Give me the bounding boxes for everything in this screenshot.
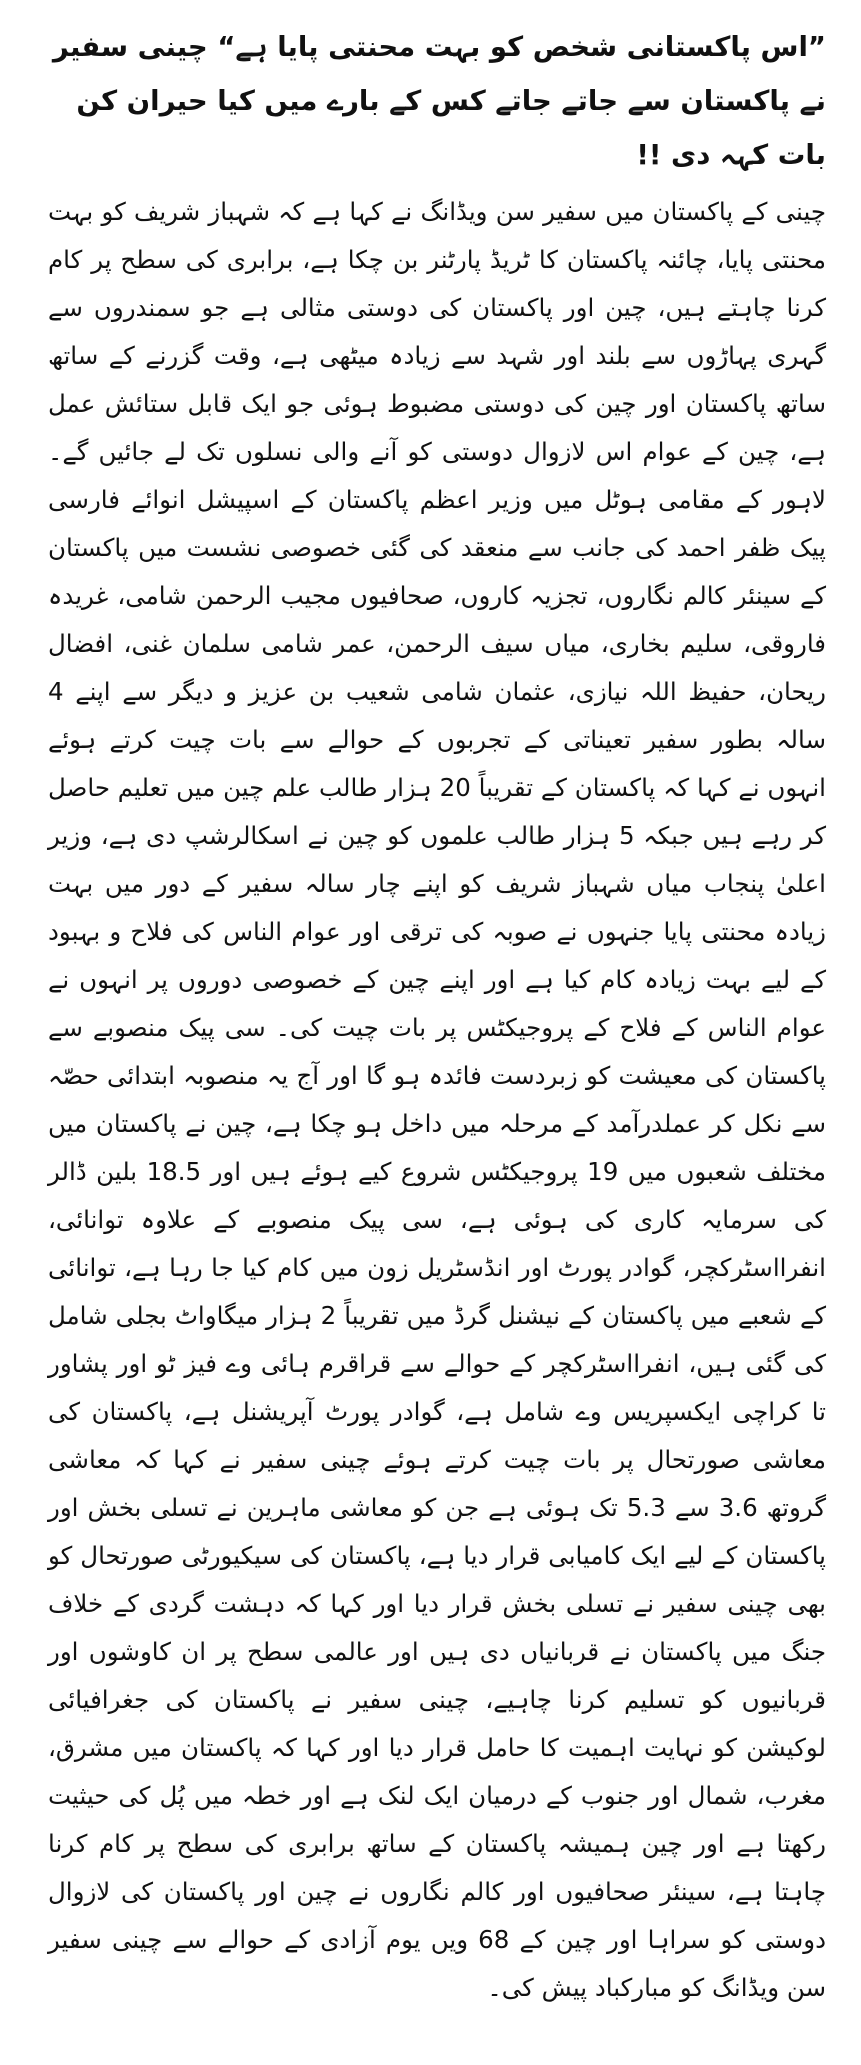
article	[48, 20, 826, 2012]
article-body: چینی کے پاکستان میں سفیر سن ویڈانگ نے کہا ہے کہ شہباز شریف کو بہت محنتی پایا، چائنہ پاکستان کا ٹریڈ پارٹنر بن چکا ہے، برابری کی سطح پر کام کرنا چاہتے ہیں، چین اور پاکستان کی دوستی مثالی ہے جو سمندروں سے گہری پہاڑوں سے بلند اور شہد سے زیادہ میٹھی ہے، وقت گزرنے کے ساتھ ساتھ پاکستان اور چین کی دوستی مضبوط ہوئی جو ایک قابل ستائش عمل ہے، چین کے عوام اس لازوال دوستی کو آنے والی نسلوں تک لے جائیں گے۔ لاہور کے مقامی ہوٹل میں وزیر اعظم پاکستان کے اسپیشل انوائے فارسی پیک ظفر احمد کی جانب سے منعقد کی گئی خصوصی نشست میں پاکستان کے سینئر کالم نگاروں، تجزیہ کاروں، صحافیوں مجیب الرحمن شامی، غریدہ فاروقی، سلیم بخاری، میاں سیف الرحمن، عمر شامی سلمان غنی، افضال ریحان، حفیظ اللہ نیازی، عثمان شامی شعیب بن عزیز و دیگر سے اپنے 4 سالہ بطور سفیر تعیناتی کے تجربوں کے حوالے سے بات چیت کرتے ہوئے انہوں نے کہا کہ پاکستان کے تقریباً 20 ہزار طالب علم چین میں تعلیم حاصل کر رہے ہیں جبکہ 5 ہزار طالب علموں کو چین نے اسکالرشپ دی ہے، وزیر اعلیٰ پنجاب میاں شہباز شریف کو اپنے چار سالہ سفیر کے دور میں بہت زیادہ محنتی پایا جنہوں نے صوبہ کی ترقی اور عوام الناس کی فلاح و بہبود کے لیے بہت زیادہ کام کیا ہے اور اپنے چین کے خصوصی دوروں پر انہوں نے عوام الناس کے فلاح کے پروجیکٹس پر بات چیت کی۔ سی پیک منصوبے سے پاکستان کی معیشت کو زبردست فائدہ ہو گا اور آج یہ منصوبہ ابتدائی حصّہ سے نکل کر عملدرآمد کے مرحلہ میں داخل ہو چکا ہے، چین نے پاکستان میں مختلف شعبوں میں 19 پروجیکٹس شروع کیے ہوئے ہیں اور 18.5 بلین ڈالر کی سرمایہ کاری کی ہوئی ہے، سی پیک منصوبے کے علاوہ توانائی، انفرااسٹرکچر، گوادر پورٹ اور انڈسٹریل زون میں کام کیا جا رہا ہے، توانائی کے شعبے میں پاکستان کے نیشنل گرڈ میں تقریباً 2 ہزار میگاواٹ بجلی شامل کی گئی ہیں، انفرااسٹرکچر کے حوالے سے قراقرم ہائی وے فیز ٹو اور پشاور تا کراچی ایکسپریس وے شامل ہے، گوادر پورٹ آپریشنل ہے، پاکستان کی معاشی صورتحال پر بات چیت کرتے ہوئے چینی سفیر نے کہا کہ معاشی گروتھ 3.6 سے 5.3 تک ہوئی ہے جن کو معاشی ماہرین نے تسلی بخش اور پاکستان کے لیے ایک کامیابی قرار دیا ہے، پاکستان کی سیکیورٹی صورتحال کو بھی چینی سفیر نے تسلی بخش قرار دیا اور کہا کہ دہشت گردی کے خلاف جنگ میں پاکستان نے قربانیاں دی ہیں اور عالمی سطح پر ان کاوشوں اور قربانیوں کو تسلیم کرنا چاہیے، چینی سفیر نے پاکستان کی جغرافیائی لوکیشن کو نہایت اہمیت کا حامل قرار دیا اور کہا کہ پاکستان میں مشرق، مغرب، شمال اور جنوب کے درمیان ایک لنک ہے اور خطہ میں پُل کی حیثیت رکھتا ہے اور چین ہمیشہ پاکستان کے ساتھ برابری کی سطح پر کام کرنا چاہتا ہے، سینئر صحافیوں اور کالم نگاروں نے چین اور پاکستان کی لازوال دوستی کو سراہا اور چین کے 68 ویں یوم آزادی کے حوالے سے چینی سفیر سن ویڈانگ کو مبارکباد پیش کی۔	[48, 197, 827, 2002]
article-headline: ”اس پاکستانی شخص کو بہت محنتی پایا ہے“ چینی سفیر نے پاکستان سے جاتے جاتے کس کے بارے میں کیا حیران کن بات کہہ دی !!	[52, 31, 826, 171]
